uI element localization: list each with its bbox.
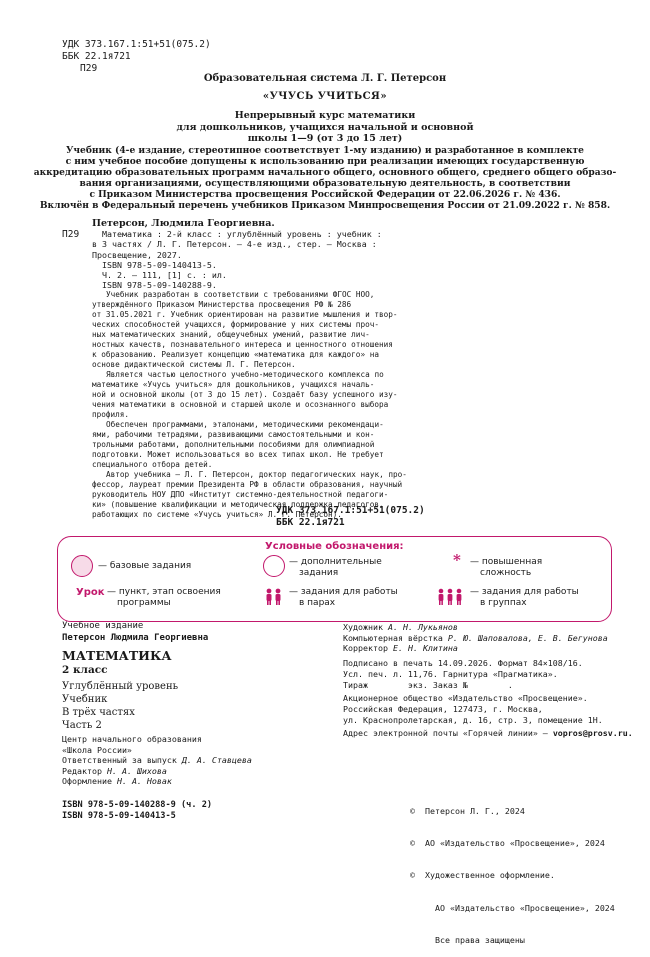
center-line: «Школа России»: [62, 744, 132, 755]
staff-role: Компьютерная вёрстка: [343, 632, 443, 643]
copyright-line: АО «Издательство «Просвещение», 2024: [410, 902, 615, 913]
hotline-prefix: Адрес электронной почты «Горячей линии» —: [343, 728, 548, 739]
annotation-line: математике «Учусь учиться» для дошкольников, учащихся началь-: [92, 380, 375, 389]
biblio-author: Петерсон, Людмила Георгиевна.: [92, 218, 275, 229]
print-line: Тираж экз. Заказ № .: [343, 679, 513, 690]
legend-hard-line: — повышенная: [470, 557, 543, 567]
imprint-subtitles: [62, 680, 178, 732]
staff-name: Д. А. Ставцева: [181, 755, 252, 765]
annotation-line: ки» (повышение квалификации и методическая поддержка педагогов,: [92, 500, 384, 509]
legend-groups-line: — задания для работы: [470, 587, 579, 597]
course-description: [0, 110, 650, 145]
legend-hard-line: сложность: [480, 568, 532, 578]
legend-title: Условные обозначения:: [265, 541, 404, 552]
imprint-author: [62, 633, 208, 643]
annotation-line: ческих способностей учащихся, формирование у них системы проч-: [92, 320, 379, 329]
biblio-bbk: ББК 22.1я721: [276, 517, 345, 528]
legend-groups-line: в группах: [480, 598, 527, 608]
copyright-line: © Художественное оформление.: [410, 870, 555, 881]
imprint-grade: 2 класс: [62, 664, 108, 676]
staff-name: Е. Н. Клитина: [392, 643, 458, 654]
staff-row: [343, 622, 633, 633]
hotline-email[interactable]: vopros@prosv.ru.: [552, 728, 633, 739]
annotation-line: чения математики в основной и старшей школе и осознанного выбора: [92, 400, 389, 409]
annotation-line: ной и основной школы (от 3 до 15 лет). Создаёт базу успешного изу-: [92, 390, 398, 399]
biblio-annotation: [92, 290, 416, 520]
legend-basic: — базовые задания: [98, 561, 192, 571]
legend-lesson: [107, 587, 221, 609]
approval-text: [0, 145, 650, 212]
edition-kind: Учебное издание: [62, 621, 144, 631]
annotation-line: ностных качеств, познавательного интереса и ценностного отношения: [92, 340, 393, 349]
legend-pairs: [289, 587, 398, 609]
pair-work-icon: [264, 588, 284, 606]
legend-lesson-line: — пункт, этап освоения: [107, 587, 221, 597]
approval-line: с ним учебное пособие допущены к использованию при реализации имеющих государственную: [65, 156, 585, 168]
imprint-author-name: Петерсон Людмила Георгиевна: [62, 633, 209, 643]
copyright-line: Все права защищены: [410, 935, 525, 946]
publisher-line: ул. Краснопролетарская, д. 16, стр. 3, помещение 1Н.: [343, 714, 603, 725]
biblio-line: Просвещение, 2027.: [92, 249, 182, 260]
staff-name: Р. Ю. Шаповалова, Е. В. Бегунова: [447, 632, 608, 643]
staff-row: [343, 643, 633, 654]
approval-line: Включён в Федеральный перечень учебников Приказом Минпросвещения России от 21.09.2022 г. № 858.: [39, 200, 611, 212]
approval-line: вания организациями, осуществляющими образовательную деятельность, в соответствии: [79, 178, 571, 190]
imprint-staff: [62, 734, 252, 787]
imprint-line: В трёх частях: [62, 707, 135, 718]
staff-row: [62, 755, 252, 766]
biblio-mark: П29: [62, 229, 80, 240]
staff-role: Редактор: [62, 765, 102, 776]
biblio-line: Ч. 2. — 111, [1] с. : ил.: [102, 270, 227, 281]
lesson-word: Урок: [76, 587, 105, 598]
biblio-line: в 3 частях / Л. Г. Петерсон. — 4-е изд., стер. — Москва :: [92, 239, 377, 250]
staff-row: [62, 776, 252, 787]
imprint-line: Часть 2: [62, 720, 102, 731]
legend-groups: [470, 587, 579, 609]
staff-role: Ответственный за выпуск: [62, 755, 177, 765]
biblio-udk: УДК 373.167.1:51+51(075.2): [276, 505, 425, 516]
copyright-line: © Петерсон Л. Г., 2024: [410, 805, 525, 816]
biblio-line: ISBN 978-5-09-140413-5.: [102, 259, 217, 270]
course-line: Непрерывный курс математики: [234, 110, 416, 121]
annotation-line: ями, рабочими тетрадями, развивающими самостоятельными и кон-: [92, 430, 375, 439]
legend-pairs-line: в парах: [299, 598, 336, 608]
annotation-line: Автор учебника — Л. Г. Петерсон, доктор педагогических наук, про-: [106, 470, 407, 479]
annotation-line: основе дидактической системы Л. Г. Петерсон.: [92, 360, 296, 369]
system-title: Образовательная система Л. Г. Петерсон: [203, 73, 447, 84]
bbk-code: ББК 22.1я721: [62, 51, 131, 62]
approval-line: аккредитацию образовательных программ начального общего, основного общего, среднего общего образо-: [33, 167, 617, 179]
staff-name: А. Н. Лукьянов: [387, 622, 458, 632]
publisher-line: Российская Федерация, 127473, г. Москва,: [343, 703, 543, 714]
imprint-right: [343, 622, 633, 739]
copyright-line: © АО «Издательство «Просвещение», 2024: [410, 837, 605, 848]
copyright-block: [410, 784, 615, 957]
annotation-line: фессор, лауреат премии Президента РФ в области образования, научный: [92, 480, 403, 489]
author-mark: П29: [80, 63, 98, 74]
imprint-title: МАТЕМАТИКА: [62, 648, 172, 663]
legend-hard: [470, 557, 542, 579]
imprint-isbn: [62, 800, 212, 821]
annotation-line: подготовки. Может использоваться во всех типах школ. Не требует: [92, 450, 384, 459]
print-line: Усл. печ. л. 11,76. Гарнитура «Прагматика».: [343, 668, 558, 679]
legend-extra: [289, 557, 382, 579]
publisher-line: Акционерное общество «Издательство «Просвещение».: [343, 693, 588, 704]
staff-name: Н. А. Новак: [116, 776, 172, 786]
biblio-codes: [276, 505, 425, 529]
annotation-line: утверждённого Приказом Министерства просвещения РФ № 286: [92, 300, 352, 309]
imprint-line: Учебник: [62, 694, 108, 705]
legend-pairs-line: — задания для работы: [289, 587, 398, 597]
udk-code: УДК 373.167.1:51+51(075.2): [62, 39, 211, 50]
annotation-line: трольными работами, дополнительными пособиями для олимпиадной: [92, 440, 375, 449]
legend-extra-line: — дополнительные: [289, 557, 382, 567]
approval-line: с Приказом Министерства просвещения Российской Федерации от 22.06.2026 г. № 436.: [89, 189, 561, 201]
annotation-line: Обеспечен программами, эталонами, методическими рекомендаци-: [106, 420, 384, 429]
annotation-line: Является частью целостного учебно-методического комплекса по: [106, 370, 384, 379]
annotation-line: руководитель НОУ ДПО «Институт системно-деятельностной педагоги-: [92, 490, 389, 499]
legend-extra-line: задания: [299, 568, 339, 578]
annotation-line: работающих по системе «Учусь учиться» Л. Г. Петерсон).: [92, 510, 342, 519]
staff-role: Корректор: [343, 643, 388, 654]
isbn-line: ISBN 978-5-09-140288-9 (ч. 2): [62, 800, 213, 810]
annotation-line: специального отбора детей.: [92, 460, 213, 469]
staff-row: [62, 766, 252, 777]
annotation-line: от 31.05.2021 г. Учебник ориентирован на развитие мышления и твор-: [92, 310, 398, 319]
biblio-line: Математика : 2-й класс : углублённый уровень : учебник :: [102, 229, 382, 239]
course-line: школы 1—9 (от 3 до 15 лет): [247, 133, 403, 144]
approval-line: Учебник (4-е издание, стереотипное соответствует 1-му изданию) и разработанное в комплекте: [66, 145, 584, 156]
annotation-line: профиля.: [92, 410, 130, 419]
group-work-icon: [437, 588, 465, 606]
classification-block: [62, 39, 211, 75]
staff-role: Оформление: [62, 776, 112, 786]
legend-lesson-line: программы: [117, 598, 171, 608]
isbn-line: ISBN 978-5-09-140413-5: [62, 810, 176, 821]
staff-name: Н. А. Шихова: [106, 765, 167, 776]
print-line: Подписано в печать 14.09.2026. Формат 84×108/16.: [343, 658, 583, 669]
staff-role: Художник: [343, 622, 383, 632]
course-line: для дошкольников, учащихся начальной и основной: [176, 121, 474, 133]
annotation-line: Учебник разработан в соответствии с требованиями ФГОС НОО,: [106, 290, 375, 299]
asterisk-icon: *: [453, 551, 461, 569]
staff-row: [343, 633, 633, 644]
hotline-row: [343, 728, 633, 739]
biblio-line: ISBN 978-5-09-140288-9.: [102, 280, 217, 291]
annotation-line: к образованию. Реализует концепцию «математика для каждого» на: [92, 350, 379, 359]
extra-task-circle-icon: [263, 555, 285, 577]
annotation-line: ных математических знаний, общеучебных умений, развитие лич-: [92, 330, 370, 339]
biblio-record: [92, 229, 416, 291]
center-line: Центр начального образования: [62, 734, 202, 744]
series-title: «УЧУСЬ УЧИТЬСЯ»: [262, 91, 388, 102]
imprint-line: Углублённый уровень: [62, 681, 179, 692]
basic-task-circle-icon: [71, 555, 93, 577]
